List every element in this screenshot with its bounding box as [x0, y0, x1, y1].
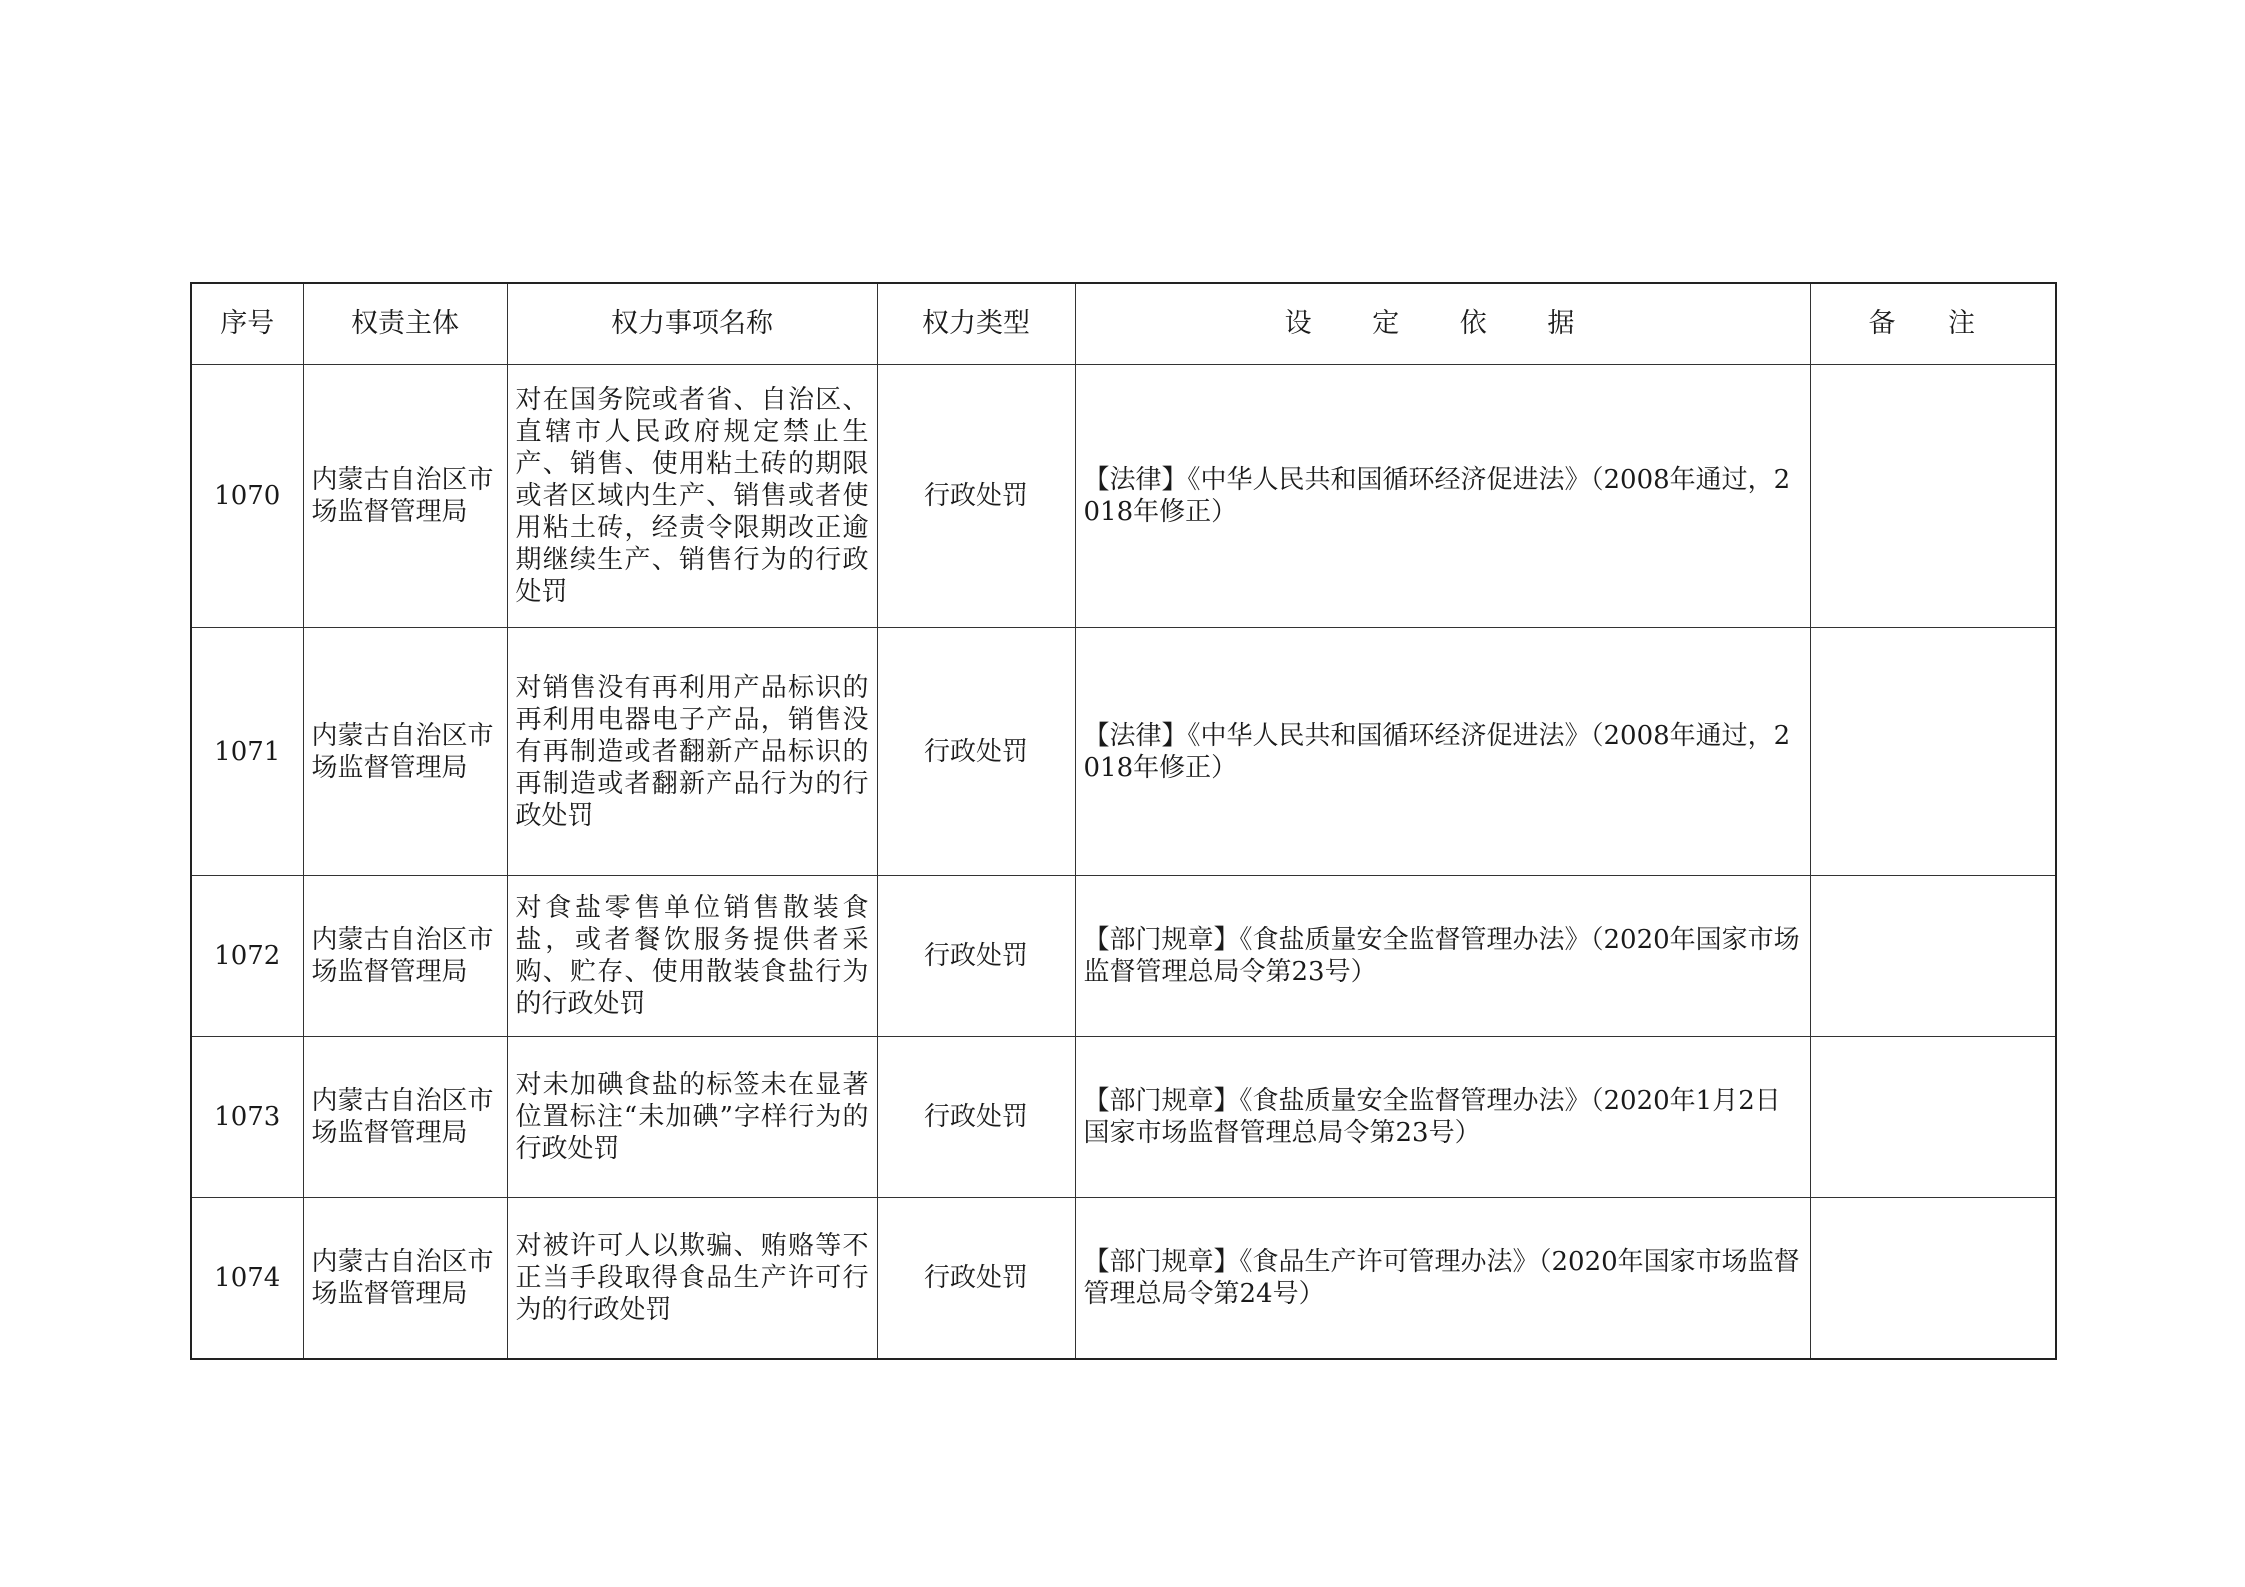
cell-seq: 1074 [191, 1198, 303, 1360]
cell-type: 行政处罚 [877, 628, 1075, 876]
cell-note [1810, 1198, 2056, 1360]
cell-basis: 【法律】《中华人民共和国循环经济促进法》（2008年通过，2018年修正） [1075, 365, 1810, 628]
table-header-row [191, 283, 2056, 365]
header-name: 权力事项名称 [507, 283, 877, 365]
cell-type: 行政处罚 [877, 1198, 1075, 1360]
cell-subject: 内蒙古自治区市场监督管理局 [303, 628, 507, 876]
cell-name: 对未加碘食盐的标签未在显著位置标注“未加碘”字样行为的行政处罚 [507, 1037, 877, 1198]
cell-subject: 内蒙古自治区市场监督管理局 [303, 876, 507, 1037]
cell-name: 对食盐零售单位销售散装食盐，或者餐饮服务提供者采购、贮存、使用散装食盐行为的行政处罚 [507, 876, 877, 1037]
header-subject: 权责主体 [303, 283, 507, 365]
cell-subject: 内蒙古自治区市场监督管理局 [303, 1037, 507, 1198]
cell-name: 对被许可人以欺骗、贿赂等不正当手段取得食品生产许可行为的行政处罚 [507, 1198, 877, 1360]
cell-name: 对在国务院或者省、自治区、直辖市人民政府规定禁止生产、销售、使用粘土砖的期限或者区域内生产、销售或者使用粘土砖，经责令限期改正逾期继续生产、销售行为的行政处罚 [507, 365, 877, 628]
table-row [191, 1198, 2056, 1360]
cell-name: 对销售没有再利用产品标识的再利用电器电子产品，销售没有再制造或者翻新产品标识的再制造或者翻新产品行为的行政处罚 [507, 628, 877, 876]
cell-subject: 内蒙古自治区市场监督管理局 [303, 365, 507, 628]
cell-seq: 1073 [191, 1037, 303, 1198]
table-row [191, 365, 2056, 628]
cell-seq: 1071 [191, 628, 303, 876]
header-type: 权力类型 [877, 283, 1075, 365]
header-note: 备 注 [1810, 283, 2056, 365]
cell-subject: 内蒙古自治区市场监督管理局 [303, 1198, 507, 1360]
header-seq: 序号 [191, 283, 303, 365]
cell-note [1810, 876, 2056, 1037]
cell-note [1810, 365, 2056, 628]
power-list-table [190, 282, 2057, 1360]
cell-type: 行政处罚 [877, 876, 1075, 1037]
table-row [191, 876, 2056, 1037]
table-row [191, 628, 2056, 876]
cell-basis: 【法律】《中华人民共和国循环经济促进法》（2008年通过，2018年修正） [1075, 628, 1810, 876]
cell-type: 行政处罚 [877, 1037, 1075, 1198]
cell-seq: 1072 [191, 876, 303, 1037]
cell-basis: 【部门规章】《食盐质量安全监督管理办法》（2020年国家市场监督管理总局令第23号） [1075, 876, 1810, 1037]
header-basis: 设 定 依 据 [1075, 283, 1810, 365]
cell-basis: 【部门规章】《食品生产许可管理办法》（2020年国家市场监督管理总局令第24号） [1075, 1198, 1810, 1360]
cell-note [1810, 1037, 2056, 1198]
cell-type: 行政处罚 [877, 365, 1075, 628]
cell-seq: 1070 [191, 365, 303, 628]
table-row [191, 1037, 2056, 1198]
cell-note [1810, 628, 2056, 876]
cell-basis: 【部门规章】《食盐质量安全监督管理办法》（2020年1月2日国家市场监督管理总局令第23号） [1075, 1037, 1810, 1198]
